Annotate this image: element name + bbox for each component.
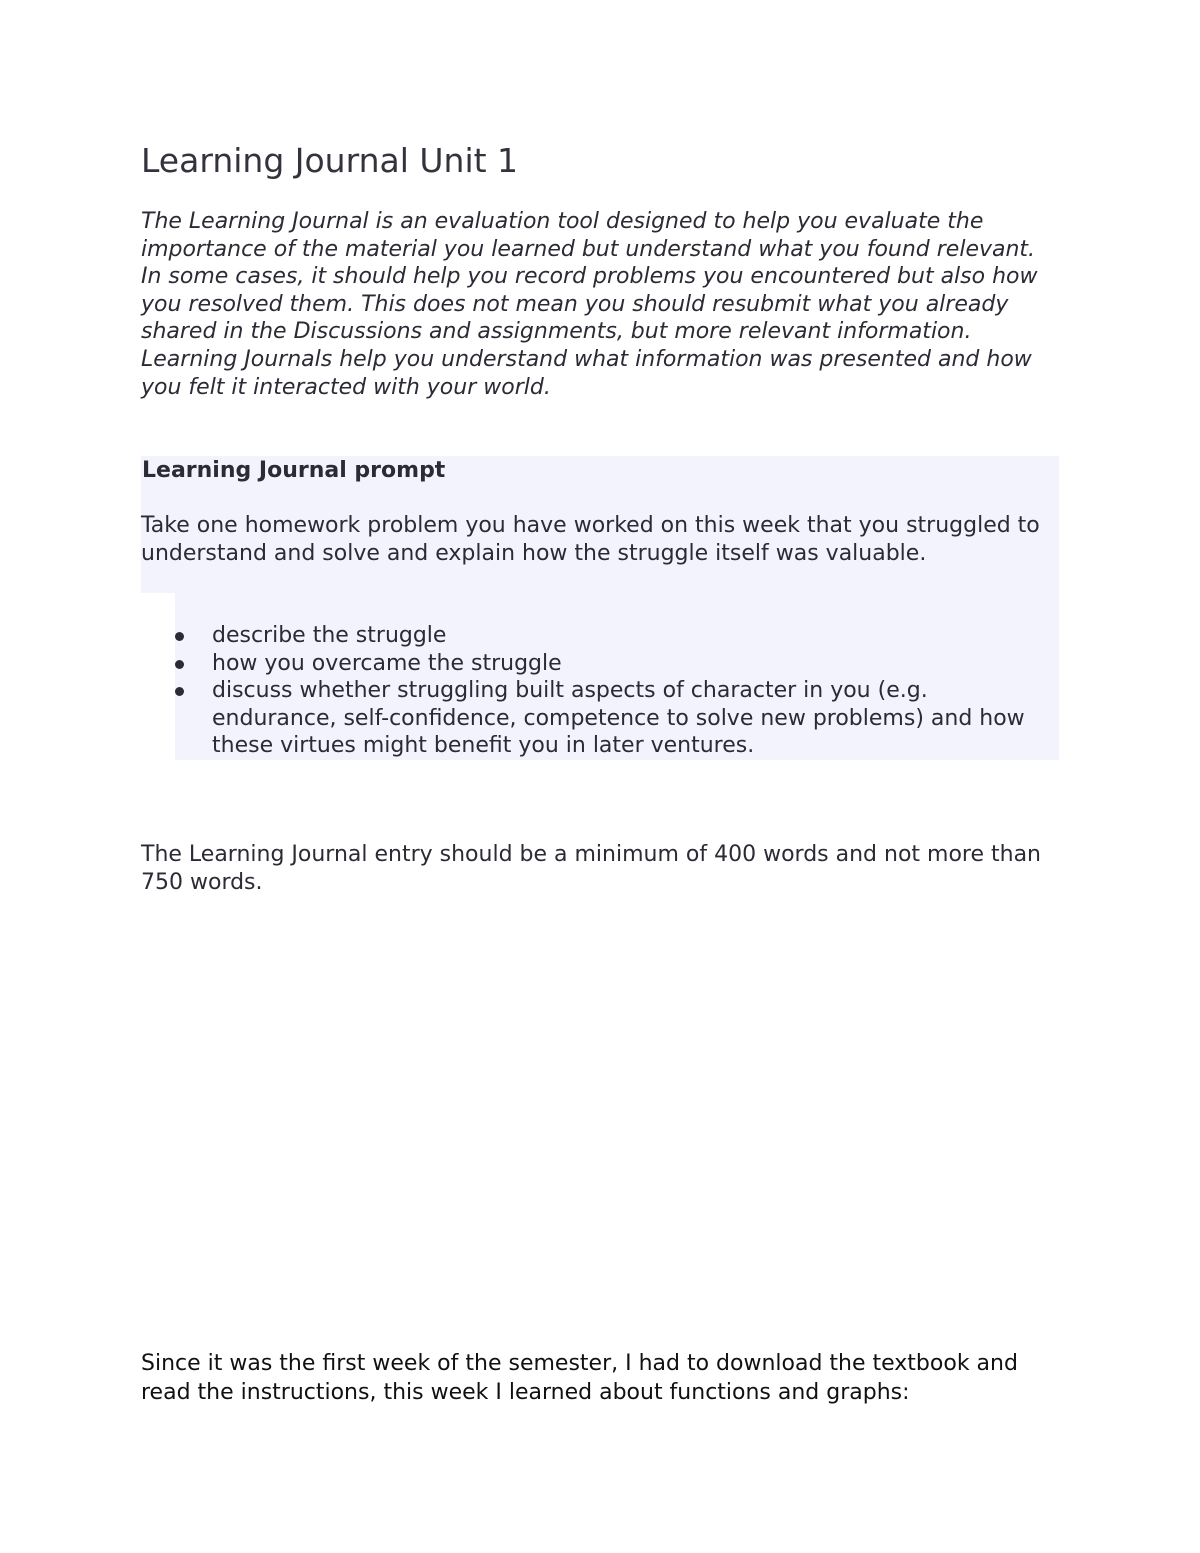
bullet-item [174, 622, 1044, 650]
journal-entry-text: Since it was the first week of the semester, I had to download the textbook and read the instructions, this week I learned about functions and graphs: [141, 1351, 1018, 1405]
document-title: Learning Journal Unit 1 [141, 141, 519, 180]
bullet-icon [175, 687, 184, 696]
prompt-heading: Learning Journal prompt [142, 458, 446, 483]
bullet-text: discuss whether struggling built aspects of character in you (e.g. endurance, self-confidence, competence to solve new problems) and how these virtues might benefit you in later ventures. [212, 678, 1025, 759]
prompt-bullet-list [174, 622, 1044, 760]
bullet-icon [175, 632, 184, 641]
bullet-text: describe the struggle [212, 623, 447, 648]
word-limit-note: The Learning Journal entry should be a minimum of 400 words and not more than 750 words. [141, 842, 1041, 895]
intro-paragraph: The Learning Journal is an evaluation tool designed to help you evaluate the importance of the material you learned but understand what you found relevant. In some cases, it should help you record problems you encountered but also how you resolved them. This does not mean you should resubmit what you already shared in the Discussions and assignments, but more relevant information. Learning Journals help you understand what information was presented and how you felt it interacted with your world. [141, 209, 1038, 400]
bullet-item [174, 650, 1044, 678]
bullet-icon [175, 660, 184, 669]
bullet-item [174, 677, 1044, 760]
bullet-text: how you overcame the struggle [212, 650, 562, 676]
prompt-text: Take one homework problem you have worked on this week that you struggled to understand and solve and explain how the struggle itself was valuable. [141, 513, 1040, 566]
